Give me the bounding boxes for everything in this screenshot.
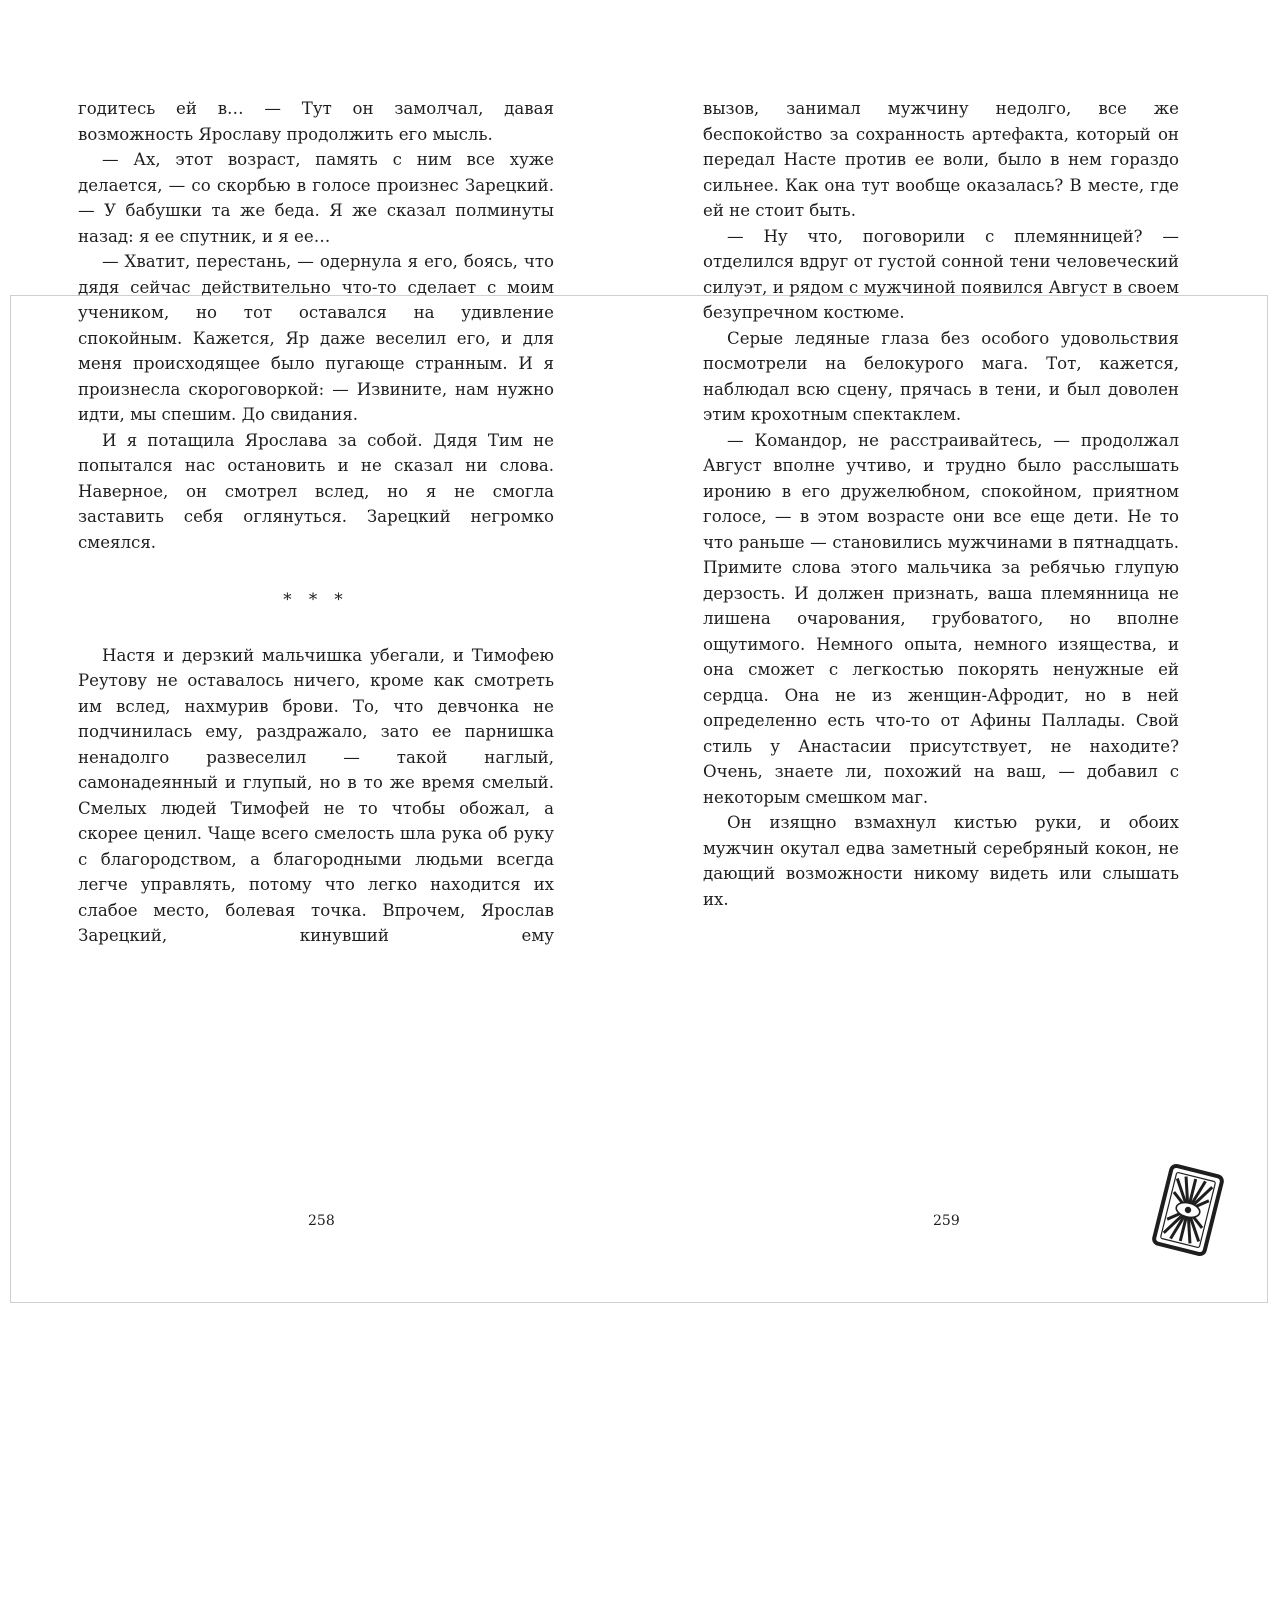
left-page [78, 96, 554, 949]
paragraph: — Хватит, перестань, — одернула я его, боясь, что дядя сейчас действительно что-то сделает с моим учеником, но тот оставался на удивление спокойным. Кажется, Яр даже веселил его, и для меня происходящее было пугающе странным. И я произнесла скороговоркой: — Извините, нам нужно идти, мы спешим. До свидания. [78, 252, 554, 424]
paragraph: годитесь ей в… — Тут он замолчал, давая возможность Ярославу продолжить его мысль. [78, 99, 554, 144]
page-number-right: 259 [933, 1213, 960, 1229]
paragraph: вызов, занимал мужчину недолго, все же беспокойство за сохранность артефакта, который он передал Насте против ее воли, было в нем гораздо сильнее. Как она тут вообще оказалась? В месте, где ей не стоит быть. [703, 99, 1179, 220]
paragraph: — Ах, этот возраст, память с ним все хуже делается, — со скорбью в голосе произнес Зарецкий. — У бабушки та же беда. Я же сказал полминуты назад: я ее спутник, и я ее… [78, 150, 554, 246]
right-page [703, 96, 1179, 912]
page-number-left: 258 [308, 1213, 335, 1229]
paragraph: — Ну что, поговорили с племянницей? — отделился вдруг от густой сонной тени человеческий силуэт, и рядом с мужчиной появился Август в своем безупречном костюме. [703, 226, 1179, 322]
paragraph: Серые ледяные глаза без особого удовольствия посмотрели на белокурого мага. Тот, кажется, наблюдал всю сцену, прячась в тени, и был доволен этим крохотным спектаклем. [703, 328, 1179, 424]
tarot-card-eye-icon [1152, 1162, 1224, 1258]
paragraph: Настя и дерзкий мальчишка убегали, и Тимофею Реутову не оставалось ничего, кроме как смотреть им вслед, нахмурив брови. То, что девчонка не подчинилась ему, раздражало, зато ее парнишка ненадолго развеселил — такой наглый, самонадеянный и глупый, но в то же время смелый. Смелых людей Тимофей не то чтобы обожал, а скорее ценил. Чаще всего смелость шла рука об руку с благородством, а благородными людьми всегда легче управлять, потому что легко находится их слабое место, болевая точка. Впрочем, Ярослав Зарецкий, кинувший ему [78, 645, 554, 945]
paragraph: — Командор, не расстраивайтесь, — продолжал Август вполне учтиво, и трудно было расслышать иронию в его дружелюбном, спокойном, приятном голосе, — в этом возрасте они все еще дети. Не то что раньше — становились мужчинами в пятнадцать. Примите слова этого мальчика за ребячью глупую дерзость. И должен признать, ваша племянница не лишена очарования, грубоватого, но вполне ощутимого. Немного опыта, немного изящества, и она сможет с легкостью покорять ненужные ей сердца. Она не из женщин-Афродит, но в ней определенно есть что-то от Афины Паллады. Свой стиль у Анастасии присутствует, не находите? Очень, знаете ли, похожий на ваш, — добавил с некоторым смешком маг. [703, 430, 1179, 807]
paragraph: Он изящно взмахнул кистью руки, и обоих мужчин окутал едва заметный серебряный кокон, не дающий возможности никому видеть или слышать их. [703, 813, 1179, 909]
paragraph: И я потащила Ярослава за собой. Дядя Тим не попытался нас остановить и не сказал ни слова. Наверное, он смотрел вслед, но я не смогла заставить себя оглянуться. Зарецкий негромко смеялся. [78, 430, 554, 552]
scene-separator: * * * [283, 590, 349, 609]
